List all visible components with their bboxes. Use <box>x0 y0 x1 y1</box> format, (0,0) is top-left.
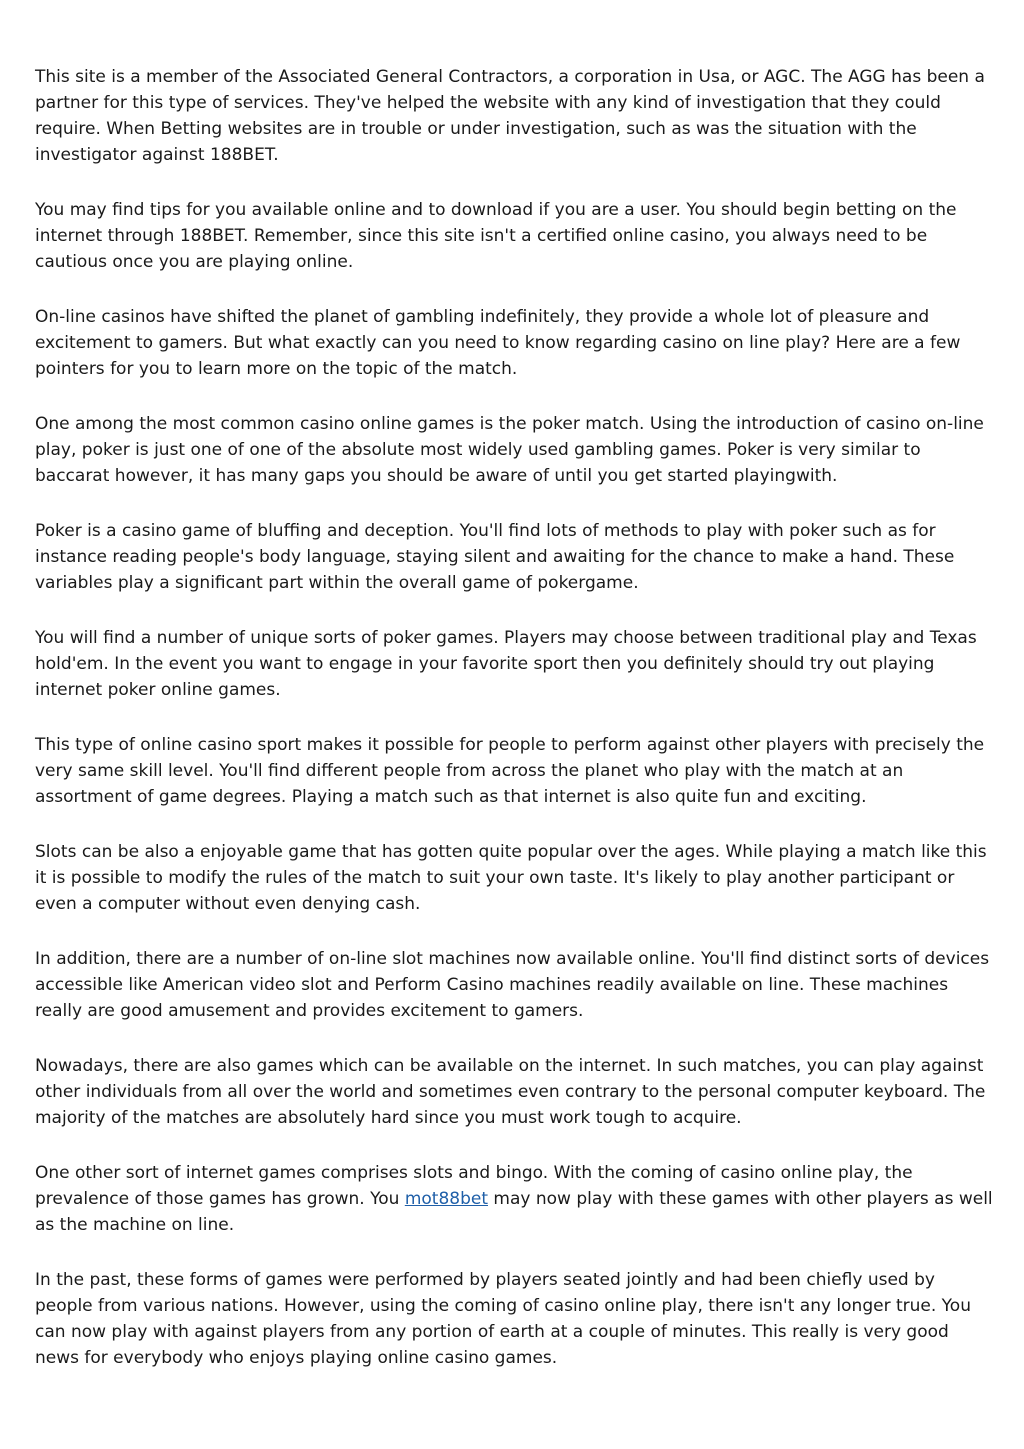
mot88bet-link[interactable]: mot88bet <box>404 1189 488 1209</box>
paragraph-1: This site is a member of the Associated General Contractors, a corporation in Usa, or AGC. The AGG has been a partner for this type of services. They've helped the website with any kind of investigation that they could require. When Betting websites are in trouble or under investigation, such as was the situation with the investigator against 188BET. <box>35 67 985 165</box>
paragraph-3: On-line casinos have shifted the planet of gambling indefinitely, they provide a whole lot of pleasure and excitement to gamers. But what exactly can you need to know regarding casino on line play? Here are a few pointers for you to learn more on the topic of the match. <box>35 307 961 379</box>
paragraph-12: In the past, these forms of games were performed by players seated jointly and had been chiefly used by people from various nations. However, using the coming of casino online play, there isn't any longer true. You can now play with against players from any portion of earth at a couple of minutes. This really is very good news for everybody who enjoys playing online casino games. <box>35 1270 971 1368</box>
paragraph-10: Nowadays, there are also games which can be available on the internet. In such matches, you can play against other individuals from all over the world and sometimes even contrary to the personal computer keyboard. The majority of the matches are absolutely hard since you must work tough to acquire. <box>35 1056 986 1128</box>
paragraph-2: You may find tips for you available online and to download if you are a user. You should begin betting on the internet through 188BET. Remember, since this site isn't a certified online casino, you always need to be cautious once you are playing online. <box>35 200 957 272</box>
paragraph-11-text-before: One other sort of internet games comprises slots and bingo. With the coming of casino online play, the prevalence of those games has grown. You <box>35 1163 913 1209</box>
document-body <box>35 64 993 1400</box>
paragraph-4: One among the most common casino online games is the poker match. Using the introduction of casino on-line play, poker is just one of one of the absolute most widely used gambling games. Poker is very similar to baccarat however, it has many gaps you should be aware of until you get started playingwith. <box>35 414 984 486</box>
paragraph-5: Poker is a casino game of bluffing and deception. You'll find lots of methods to play with poker such as for instance reading people's body language, staying silent and awaiting for the chance to make a hand. These variables play a significant part within the overall game of pokergame. <box>35 521 955 593</box>
paragraph-11 <box>35 1160 993 1238</box>
paragraph-7: This type of online casino sport makes it possible for people to perform against other players with precisely the very same skill level. You'll find different people from across the planet who play with the match at an assortment of game degrees. Playing a match such as that internet is also quite fun and exciting. <box>35 735 985 807</box>
paragraph-6: You will find a number of unique sorts of poker games. Players may choose between traditional play and Texas hold'em. In the event you want to engage in your favorite sport then you definitely should try out playing internet poker online games. <box>35 628 977 700</box>
paragraph-8: Slots can be also a enjoyable game that has gotten quite popular over the ages. While playing a match like this it is possible to modify the rules of the match to suit your own taste. It's likely to play another participant or even a computer without even denying cash. <box>35 842 987 914</box>
paragraph-11-text-after: may now play with these games with other players as well as the machine on line. <box>35 1189 993 1235</box>
paragraph-9: In addition, there are a number of on-line slot machines now available online. You'll find distinct sorts of devices accessible like American video slot and Perform Casino machines readily available on line. These machines really are good amusement and provides excitement to gamers. <box>35 949 990 1021</box>
